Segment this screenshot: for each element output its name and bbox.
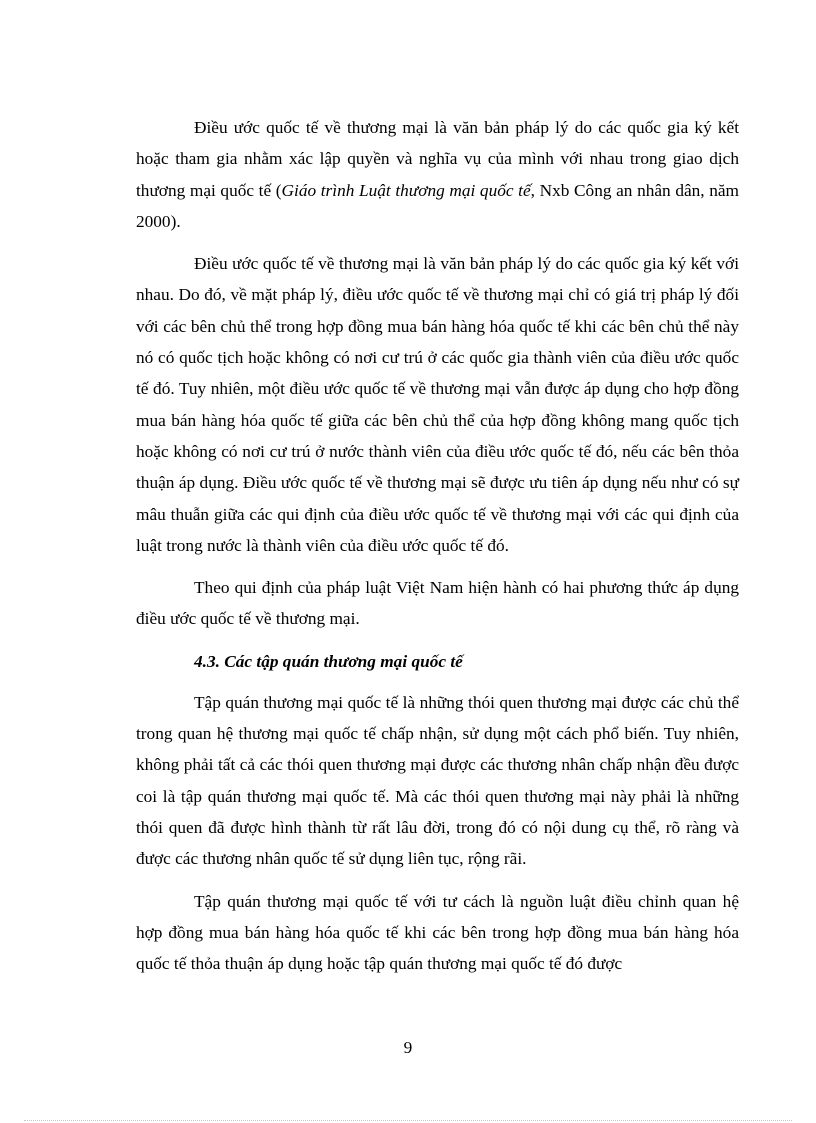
- document-body: [136, 112, 739, 990]
- page-number: 9: [403, 1038, 413, 1057]
- section-heading: 4.3. Các tập quán thương mại quốc tế: [194, 651, 463, 671]
- paragraph-definition: [136, 112, 739, 237]
- paragraph-trade-customs: Tập quán thương mại quốc tế là những thói quen thương mại được các chủ thể trong quan hệ thương mại quốc tế chấp nhận, sử dụng một cách phổ biến. Tuy nhiên, không phải tất cả các thói quen thương mại được các thương nhân chấp nhận đều được coi là tập quán thương mại quốc tế. Mà các thói quen thương mại này phải là những thói quen đã được hình thành từ rất lâu đời, trong đó có nội dung cụ thể, rõ ràng và được các thương nhân quốc tế sử dụng liên tục, rộng rãi.: [136, 692, 739, 869]
- paragraph-customs-as-law-source: Tập quán thương mại quốc tế với tư cách là nguồn luật điều chỉnh quan hệ hợp đồng mua bán hàng hóa quốc tế khi các bên trong hợp đồng mua bán hàng hóa quốc tế thỏa thuận áp dụng hoặc tập quán thương mại quốc tế đó được: [136, 891, 739, 974]
- paragraph-legal-validity: Điều ước quốc tế về thương mại là văn bản pháp lý do các quốc gia ký kết với nhau. Do đó, về mặt pháp lý, điều ước quốc tế về thương mại chỉ có giá trị pháp lý đối với các bên chủ thể trong hợp đồng mua bán hàng hóa quốc tế khi các bên chủ thể này nó có quốc tịch hoặc không có nơi cư trú ở các quốc gia thành viên của điều ước quốc tế đó. Tuy nhiên, một điều ước quốc tế về thương mại vẫn được áp dụng cho hợp đồng mua bán hàng hóa quốc tế giữa các bên chủ thể của hợp đồng không mang quốc tịch hoặc không có nơi cư trú ở nước thành viên của điều ước quốc tế đó, nếu các bên thỏa thuận áp dụng. Điều ước quốc tế về thương mại sẽ được ưu tiên áp dụng nếu như có sự mâu thuẫn giữa các qui định của điều ước quốc tế về thương mại với các qui định của luật trong nước là thành viên của điều ước quốc tế đó.: [136, 254, 739, 555]
- paragraph-application-methods: Theo qui định của pháp luật Việt Nam hiện hành có hai phương thức áp dụng điều ước quốc tế về thương mại.: [136, 578, 739, 629]
- page-bottom-divider: [24, 1120, 792, 1121]
- paragraph-definition-text: Điều ước quốc tế về thương mại là văn bản pháp lý do các quốc gia ký kết hoặc tham gia nhằm xác lập quyền và nghĩa vụ của mình với nhau trong giao dịch thương mại quốc tế (: [136, 118, 739, 200]
- citation-title: Giáo trình Luật thương mại quốc tế: [281, 180, 531, 200]
- paragraph-definition-source: , Nxb Công an nhân dân, năm 2000).: [136, 180, 739, 231]
